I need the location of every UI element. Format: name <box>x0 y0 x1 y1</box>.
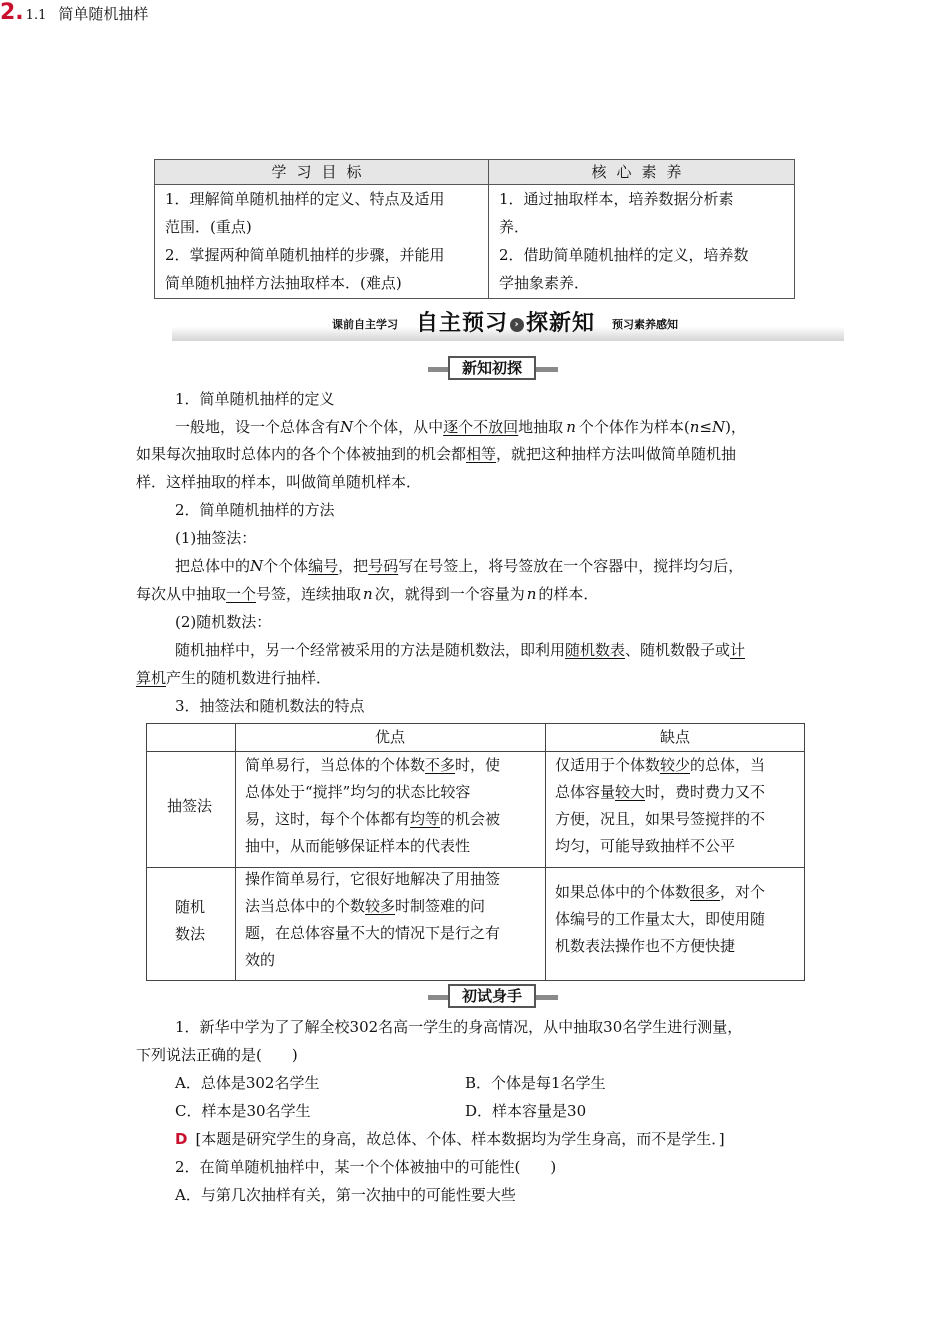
q1-option-b: B．个体是每1名学生 <box>465 1074 606 1092</box>
q1-line-2: 下列说法正确的是( ) <box>136 1046 298 1064</box>
s2-p1-line-2: 每次从中抽取一个号签，连续抽取 n 次，就得到一个容量为 n 的样本． <box>136 585 599 603</box>
objectives-table <box>154 159 795 299</box>
banner-left-text: 课前自主学习 <box>332 318 398 331</box>
answer-letter: D <box>175 1130 188 1148</box>
banner-right-text: 预习素养感知 <box>612 318 678 331</box>
q2-line: 2．在简单随机抽样中，某一个个体被抽中的可能性( ) <box>175 1158 557 1176</box>
banner-main-a: 自主预习 <box>416 311 509 336</box>
banner-main-b: 探新知 <box>526 311 596 336</box>
s2-method-1: (1)抽签法： <box>175 529 257 547</box>
title-name: 简单随机抽样 <box>58 5 149 23</box>
literacy-line: 学抽象素养． <box>499 274 590 292</box>
objectives-header-literacy: 核心素养 <box>488 159 795 185</box>
banner-title <box>416 306 595 337</box>
s2-method-2: (2)随机数法： <box>175 613 272 631</box>
s1-line-1: 一般地，设一个总体含有N个个体，从中逐个不放回地抽取 n 个个体作为样本(n≤N)， <box>175 418 746 436</box>
section-banner <box>172 305 844 341</box>
goals-line: 范围．(重点) <box>165 218 252 236</box>
q1-option-d: D．样本容量是30 <box>465 1102 587 1120</box>
lottery-cons: 仅适用于个体数较少的总体，当 总体容量较大时，费时费力又不 方便，况且，如果号签搅拌的不 均匀，可能导致抽样不公平 <box>555 756 766 855</box>
badge-try-it <box>428 983 558 1011</box>
random-cons: 如果总体中的个体数很多，对个 体编号的工作量太大，即使用随 机数表法操作也不方便快捷 <box>555 883 766 955</box>
row-label-lottery: 抽签法 <box>167 797 213 815</box>
badge-new-knowledge <box>428 355 558 383</box>
page-title <box>0 0 950 25</box>
title-section: 1.1 <box>25 8 47 23</box>
badge-label: 初试身手 <box>448 984 536 1008</box>
s2-p2-line-1: 随机抽样中，另一个经常被采用的方法是随机数法，即利用随机数表、随机数骰子或计 <box>175 641 746 659</box>
table-divider <box>235 724 236 980</box>
s2-p1-line-1: 把总体中的N个个体编号，把号码写在号签上，将号签放在一个容器中，搅拌均匀后， <box>175 557 744 575</box>
objectives-goals-cell <box>154 184 489 299</box>
answer-explanation: [本题是研究学生的身高，故总体、个体、样本数据均为学生身高，而不是学生．] <box>195 1130 725 1148</box>
q2-option-a: A．与第几次抽样有关，第一次抽中的可能性要大些 <box>175 1186 516 1204</box>
random-pros: 操作简单易行，它很好地解决了用抽签 法当总体中的个数较多时制签难的问 题，在总体容量不大的情况下是行之有 效的 <box>245 870 501 969</box>
q1-answer <box>175 1129 725 1149</box>
goals-line: 2．掌握两种简单随机抽样的步骤，并能用 <box>165 246 445 264</box>
col-header-cons: 缺点 <box>660 728 691 746</box>
objectives-literacy-cell <box>488 184 795 299</box>
literacy-line: 2．借助简单随机抽样的定义，培养数 <box>499 246 749 264</box>
objectives-header-goals: 学习目标 <box>154 159 489 185</box>
goals-line: 1．理解简单随机抽样的定义、特点及适用 <box>165 190 445 208</box>
q1-option-c: C．样本是30名学生 <box>175 1102 311 1120</box>
s1-line-3: 样．这样抽取的样本，叫做简单随机样本． <box>136 473 422 491</box>
s1-line-2: 如果每次抽取时总体内的各个个体被抽到的机会都相等，就把这种抽样方法叫做简单随机抽 <box>136 445 737 463</box>
s3-heading: 3．抽签法和随机数法的特点 <box>175 697 365 715</box>
title-number: 2. <box>0 0 24 25</box>
col-header-pros: 优点 <box>375 728 406 746</box>
q1-option-a: A．总体是302名学生 <box>175 1074 320 1092</box>
s1-heading: 1．简单随机抽样的定义 <box>175 390 335 408</box>
row-label-random: 随机 数法 <box>175 898 206 943</box>
q1-line-1: 1．新华中学为了了解全校302名高一学生的身高情况，从中抽取30名学生进行测量， <box>175 1018 743 1036</box>
lottery-pros: 简单易行，当总体的个体数不多时，使 总体处于“搅拌”均匀的状态比较容 易，这时，每个个体都有均等的机会被 抽中，从而能够保证样本的代表性 <box>245 756 501 855</box>
goals-line: 简单随机抽样方法抽取样本．(难点) <box>165 274 402 292</box>
badge-label: 新知初探 <box>448 356 536 380</box>
literacy-line: 养． <box>499 218 530 236</box>
table-divider <box>545 724 546 980</box>
literacy-line: 1．通过抽取样本，培养数据分析素 <box>499 190 734 208</box>
s2-heading: 2．简单随机抽样的方法 <box>175 501 335 519</box>
chevron-right-icon: › <box>510 318 524 332</box>
s2-p2-line-2: 算机产生的随机数进行抽样． <box>136 669 332 687</box>
comparison-table <box>146 723 805 981</box>
